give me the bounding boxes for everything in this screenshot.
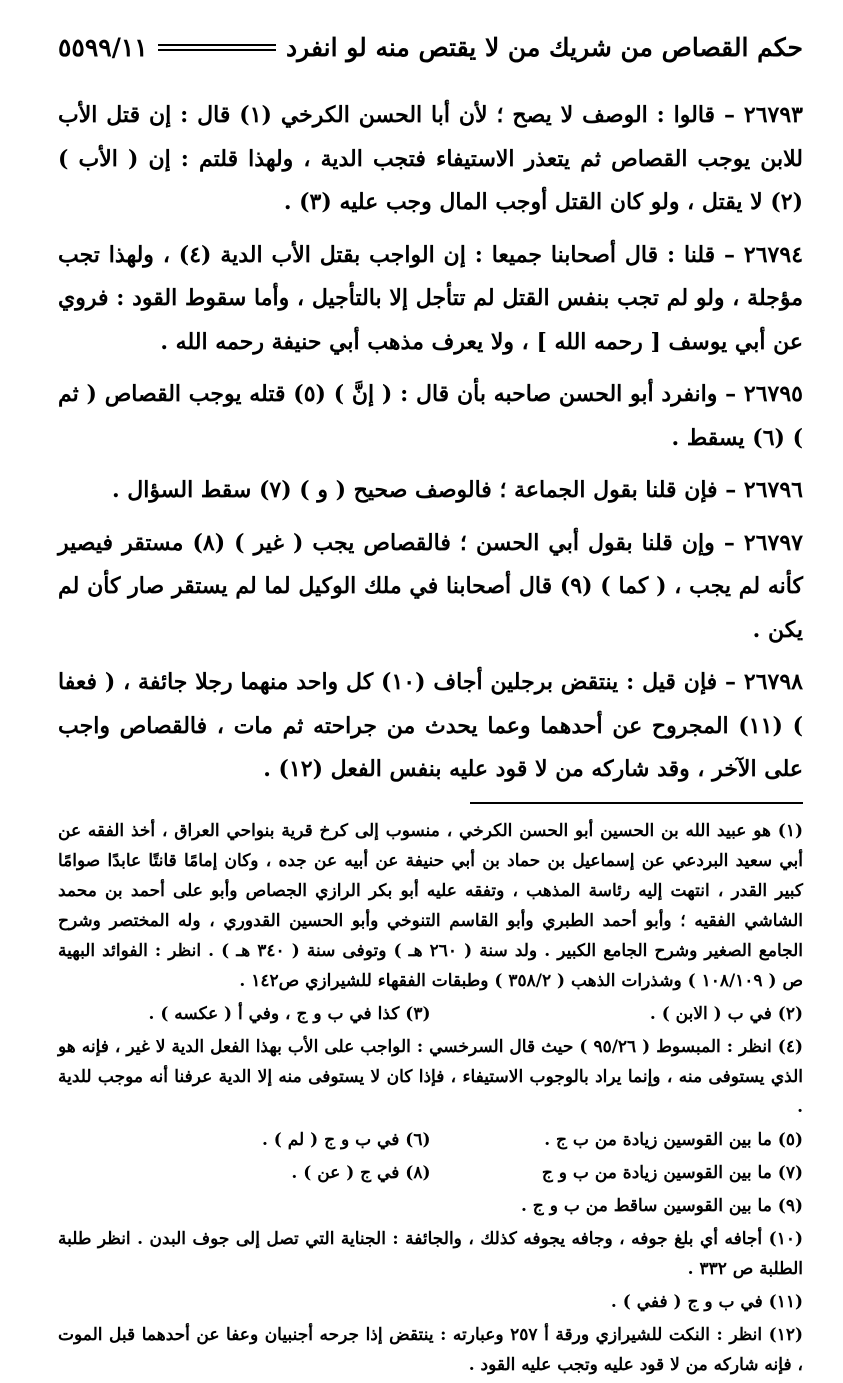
- paragraph-text: – قالوا : الوصف لا يصح ؛ لأن أبا الحسن الكرخي (١) قال : إن قتل الأب للابن يوجب القصاص ثم يتعذر الاستيفاء فتجب الدية ، ولهذا قلتم : إن ( الأب ) (٢) لا يقتل ، ولو كان القتل أوجب المال وجب عليه (٣) .: [58, 102, 803, 215]
- page-number: ٥٥٩٩/١١: [58, 32, 148, 62]
- footnote-4: (٤) انظر : المبسوط ( ٩٥/٢٦ ) حيث قال السرخسي : الواجب على الأب بهذا الفعل الدية لا غير ، فإنه هو الذي يستوفى منه ، وإنما يراد بالوجوب الاستيفاء ، فإذا كان لا يستوفى منه إلا الدية عرفنا أنه موجب للدية .: [58, 1036, 804, 1117]
- paragraph-26798: [58, 661, 803, 792]
- paragraph-text: – وانفرد أبو الحسن صاحبه بأن قال : ( إنَّ ) (٥) قتله يوجب القصاص ( ثم ) (٦) يسقط .: [58, 381, 803, 451]
- footnote-row: [58, 1125, 803, 1155]
- paragraph-text: – فإن قيل : ينتقض برجلين أجاف (١٠) كل واحد منهما رجلا جائفة ، ( فعفا ) (١١) المجروح عن أحدهما وعما يحدث من جراحته ثم مات ، فالقصاص واجب على الآخر ، وقد شاركه من لا قود عليه بنفس الفعل (١٢) .: [58, 669, 803, 782]
- footnote-11: (١١) في ب و ج ( ففي ) .: [610, 1291, 803, 1312]
- page: [58, 30, 803, 1383]
- footnote-12: (١٢) انظر : النكت للشيرازي ورقة أ ٢٥٧ وعبارته : ينتقض إذا جرحه أجنبيان وعفا عن أحدهما قبل الموت ، فإنه شاركه من لا قود عليه وتجب عليه القود .: [58, 1324, 803, 1375]
- footnote-divider: [470, 802, 803, 804]
- paragraph-26793: [58, 94, 803, 225]
- header-title: حكم القصاص من شريك من لا يقتص منه لو انفرد: [286, 32, 803, 62]
- paragraph-text: – فإن قلنا بقول الجماعة ؛ فالوصف صحيح ( و ) (٧) سقط السؤال .: [111, 477, 737, 503]
- paragraph-26795: [58, 373, 803, 460]
- paragraph-number: ٢٦٧٩٤: [743, 241, 804, 268]
- paragraph-text: – قلنا : قال أصحابنا جميعا : إن الواجب بقتل الأب الدية (٤) ، ولهذا تجب مؤجلة ، ولو لم تجب بنفس القتل لم تتأجل إلا بالتأجيل ، وأما سقوط القود : فروي عن أبي يوسف [ رحمه الله ] ، ولا يعرف مذهب أبي حنيفة رحمه الله .: [58, 241, 803, 355]
- running-header: [58, 30, 803, 64]
- footnote-5: (٥) ما بين القوسين زيادة من ب ج .: [544, 1129, 803, 1150]
- header-rule: [158, 44, 276, 51]
- footnote-6: (٦) في ب و ج ( لم ) .: [261, 1129, 431, 1150]
- paragraph-number: ٢٦٧٩٨: [743, 669, 803, 695]
- paragraph-26794: [58, 234, 803, 365]
- paragraph-text: – وإن قلنا بقول أبي الحسن ؛ فالقصاص يجب ( غير ) (٨) مستقر فيصير كأنه لم يجب ، ( كما ) (٩) قال أصحابنا في ملك الوكيل لما لم يستقر صار كأن لم يكن .: [58, 529, 803, 643]
- footnotes: [58, 816, 803, 1380]
- footnote-10: (١٠) أجافه أي بلغ جوفه ، وجافه يجوفه كذلك ، والجائفة : الجناية التي تصل إلى جوف البدن . انظر طلبة الطلبة ص ٣٣٢ .: [58, 1228, 803, 1279]
- footnote-3: (٣) كذا في ب و ج ، وفي أ ( عكسه ) .: [148, 1003, 431, 1024]
- paragraph-number: ٢٦٧٩٧: [743, 529, 803, 556]
- footnote-row: [58, 1158, 803, 1188]
- footnote-9: (٩) ما بين القوسين ساقط من ب و ج .: [520, 1195, 803, 1216]
- footnote-1: (١) هو عبيد الله بن الحسين أبو الحسن الكرخي ، منسوب إلى كرخ قرية بنواحي العراق ، أخذ الفقه عن أبي سعيد البردعي عن إسماعيل بن حماد بن أبي حنيفة عن أبيه عن جده ، وكان إمامًا قانتًا عابدًا صوامًا كبير القدر ، انتهت إليه رئاسة المذهب ، وتفقه عليه أبو بكر الرازي الجصاص وأبو على أحمد بن محمد الشاشي الفقيه ؛ وأبو أحمد الطبري وأبو القاسم التنوخي وأبو الحسين القدوري ، وله المختصر وشرح الجامع الصغير وشرح الجامع الكبير . ولد سنة ( ٢٦٠ هـ ) وتوفى سنة ( ٣٤٠ هـ ) . انظر : الفوائد البهية ص ( ١٠٨/١٠٩ ) وشذرات الذهب ( ٣٥٨/٢ ) وطبقات الفقهاء للشيرازي ص١٤٢ .: [58, 820, 803, 991]
- paragraph-number: ٢٦٧٩٣: [743, 102, 803, 128]
- footnote-8: (٨) في ج ( عن ) .: [291, 1162, 431, 1183]
- footnote-7: (٧) ما بين القوسين زيادة من ب و ج: [541, 1162, 803, 1183]
- paragraph-26796: [58, 469, 803, 513]
- paragraph-number: ٢٦٧٩٥: [743, 381, 803, 407]
- main-text: [58, 94, 803, 792]
- footnote-row: [58, 999, 803, 1029]
- footnote-2: (٢) في ب ( الابن ) .: [649, 1003, 803, 1024]
- paragraph-26797: [58, 522, 803, 653]
- paragraph-number: ٢٦٧٩٦: [743, 477, 803, 503]
